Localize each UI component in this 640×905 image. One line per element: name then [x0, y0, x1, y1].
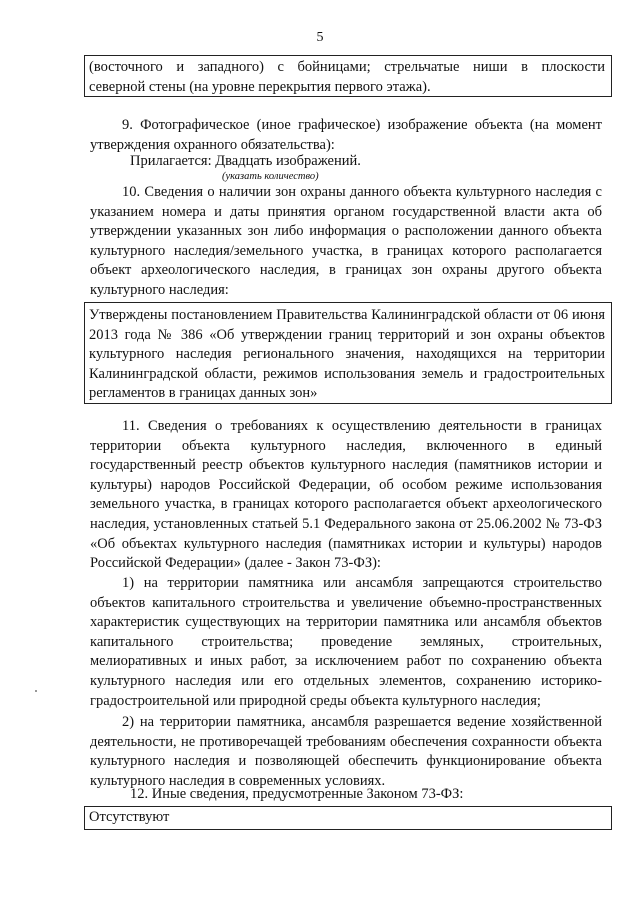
section-12-box: [84, 806, 612, 830]
top-box: [84, 55, 612, 97]
section-11-item-2: 2) на территории памятника, ансамбля разрешается ведение хозяйственной деятельности, не противоречащей требованиям обеспечения сохранности объекта культурного наследия и позволяющей обеспечить функционирование объекта культурного наследия в современных условиях.: [90, 714, 602, 789]
section-12-box-text: Отсутствуют: [89, 809, 170, 825]
section-12-text: 12. Иные сведения, предусмотренные Законом 73-ФЗ:: [130, 786, 464, 802]
page-number: 5: [316, 30, 324, 45]
section-10-text: 10. Сведения о наличии зон охраны данного объекта культурного наследия с указанием номера и даты принятия органом государственной власти акта об утверждении указанных зон либо информация о расположении данного объекта культурного наследия/земельного участка, в границах которого располагается объект археологического наследия, в границах зон охраны другого объекта культурного наследия:: [90, 184, 602, 298]
section-10-box-text: Утверждены постановлением Правительства Калининградской области от 06 июня 2013 года № 386 «Об утверждении границ территорий и зон охраны объектов культурного наследия регионального значения, находящихся на территории Калининградской области, режимов использования земель и градостроительных регламентов в границах данных зон»: [89, 307, 605, 402]
top-box-line-1: (восточного и западного) с бойницами; стрельчатые ниши в плоскости: [89, 59, 605, 75]
section-11-text: 11. Сведения о требованиях к осуществлению деятельности в границах территории объекта культурного наследия, включенного в единый государственный реестр объектов культурного наследия (памятников истории и культуры) народов Российской Федерации, об особом режиме использования земельного участка, в границах которого располагается объект археологического наследия, установленных статьей 5.1 Федерального закона от 25.06.2002 № 73-ФЗ «Об объектах культурного наследия (памятниках истории и культуры) народов Российской Федерации» (далее - Закон 73-ФЗ):: [90, 418, 602, 572]
section-9-hint: (указать количество): [222, 171, 319, 182]
section-9-text: 9. Фотографическое (иное графическое) изображение объекта (на момент утверждения охранного обязательства):: [90, 117, 602, 153]
top-box-line-2: северной стены (на уровне перекрытия первого этажа).: [89, 78, 431, 95]
scan-speck: [35, 690, 37, 692]
section-11-item-1: 1) на территории памятника или ансамбля запрещаются строительство объектов капитального строительства и увеличение объемно-пространственных характеристик существующих на территории памятника или ансамбля объектов капитального строительства; проведение земляных, строительных, мелиоративных и иных работ, за исключением работ по сохранению объекта культурного наследия или его отдельных элементов, сохранению историко-градостроительной или природной среды объекта культурного наследия;: [90, 575, 602, 709]
section-9-attached: Прилагается: Двадцать изображений.: [130, 153, 361, 169]
section-10-box: [84, 302, 612, 404]
